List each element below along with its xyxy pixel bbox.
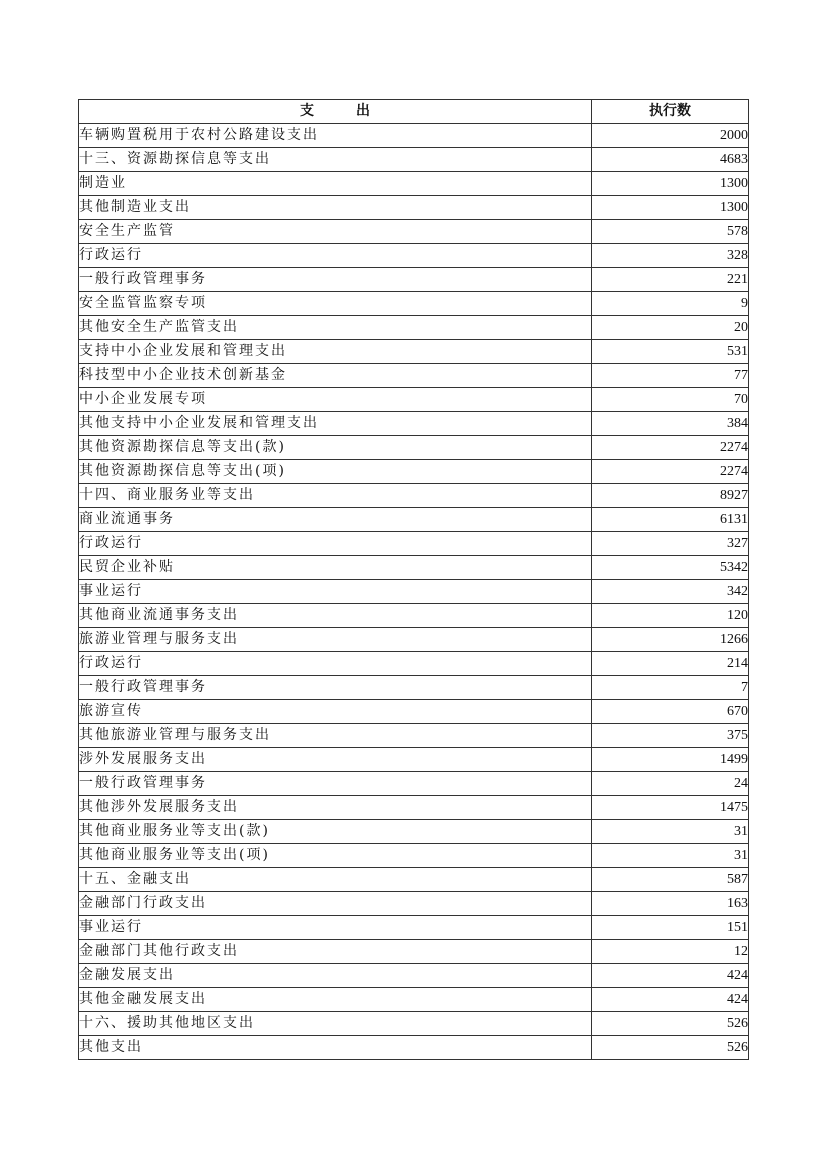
row-value: 4683 xyxy=(592,148,749,172)
table-row xyxy=(79,484,749,508)
row-value: 2000 xyxy=(592,124,749,148)
row-value: 221 xyxy=(592,268,749,292)
row-label: 十六、援助其他地区支出 xyxy=(79,1012,592,1036)
row-label: 中小企业发展专项 xyxy=(79,388,592,412)
row-value: 670 xyxy=(592,700,749,724)
table-row xyxy=(79,556,749,580)
row-value: 6131 xyxy=(592,508,749,532)
row-label: 金融部门其他行政支出 xyxy=(79,940,592,964)
row-label: 十五、金融支出 xyxy=(79,868,592,892)
row-label: 一般行政管理事务 xyxy=(79,676,592,700)
row-label: 其他制造业支出 xyxy=(79,196,592,220)
row-label: 其他商业流通事务支出 xyxy=(79,604,592,628)
row-label: 行政运行 xyxy=(79,244,592,268)
row-value: 578 xyxy=(592,220,749,244)
row-label: 一般行政管理事务 xyxy=(79,268,592,292)
row-label: 安全监管监察专项 xyxy=(79,292,592,316)
row-value: 342 xyxy=(592,580,749,604)
row-label: 商业流通事务 xyxy=(79,508,592,532)
table-row xyxy=(79,412,749,436)
table-row xyxy=(79,940,749,964)
row-value: 9 xyxy=(592,292,749,316)
table-row xyxy=(79,316,749,340)
row-label: 其他安全生产监管支出 xyxy=(79,316,592,340)
row-label: 其他资源勘探信息等支出(项) xyxy=(79,460,592,484)
row-value: 1475 xyxy=(592,796,749,820)
row-label: 科技型中小企业技术创新基金 xyxy=(79,364,592,388)
row-label: 其他金融发展支出 xyxy=(79,988,592,1012)
table-row xyxy=(79,700,749,724)
row-label: 金融发展支出 xyxy=(79,964,592,988)
row-value: 77 xyxy=(592,364,749,388)
row-label: 其他商业服务业等支出(项) xyxy=(79,844,592,868)
table-row xyxy=(79,580,749,604)
row-value: 424 xyxy=(592,964,749,988)
table-row xyxy=(79,676,749,700)
row-value: 2274 xyxy=(592,460,749,484)
row-label: 事业运行 xyxy=(79,580,592,604)
table-row xyxy=(79,748,749,772)
table-row xyxy=(79,1036,749,1060)
table-row xyxy=(79,388,749,412)
row-value: 70 xyxy=(592,388,749,412)
row-value: 151 xyxy=(592,916,749,940)
table-body xyxy=(79,124,749,1060)
table-row xyxy=(79,892,749,916)
row-value: 1300 xyxy=(592,196,749,220)
row-label: 其他资源勘探信息等支出(款) xyxy=(79,436,592,460)
header-expenditure: 支 出 xyxy=(79,100,592,124)
row-label: 其他支持中小企业发展和管理支出 xyxy=(79,412,592,436)
table-row xyxy=(79,844,749,868)
row-value: 7 xyxy=(592,676,749,700)
table-row xyxy=(79,292,749,316)
row-value: 163 xyxy=(592,892,749,916)
table-row xyxy=(79,868,749,892)
row-label: 其他支出 xyxy=(79,1036,592,1060)
table-row xyxy=(79,820,749,844)
expenditure-table xyxy=(78,99,749,1060)
row-value: 2274 xyxy=(592,436,749,460)
row-label: 旅游宣传 xyxy=(79,700,592,724)
row-label: 安全生产监管 xyxy=(79,220,592,244)
table-row xyxy=(79,508,749,532)
row-value: 587 xyxy=(592,868,749,892)
table-row xyxy=(79,532,749,556)
table-row xyxy=(79,340,749,364)
table-row xyxy=(79,172,749,196)
row-label: 行政运行 xyxy=(79,532,592,556)
table-row xyxy=(79,604,749,628)
row-label: 制造业 xyxy=(79,172,592,196)
table-row xyxy=(79,772,749,796)
row-value: 31 xyxy=(592,820,749,844)
table-row xyxy=(79,364,749,388)
table-row xyxy=(79,148,749,172)
row-label: 其他商业服务业等支出(款) xyxy=(79,820,592,844)
row-value: 327 xyxy=(592,532,749,556)
row-value: 526 xyxy=(592,1036,749,1060)
row-value: 375 xyxy=(592,724,749,748)
row-label: 金融部门行政支出 xyxy=(79,892,592,916)
row-value: 20 xyxy=(592,316,749,340)
table-row xyxy=(79,796,749,820)
row-value: 1266 xyxy=(592,628,749,652)
table-row xyxy=(79,916,749,940)
row-label: 旅游业管理与服务支出 xyxy=(79,628,592,652)
table-row xyxy=(79,724,749,748)
row-label: 一般行政管理事务 xyxy=(79,772,592,796)
row-value: 328 xyxy=(592,244,749,268)
table-header-row xyxy=(79,100,749,124)
table-row xyxy=(79,628,749,652)
table-row xyxy=(79,964,749,988)
row-value: 8927 xyxy=(592,484,749,508)
row-label: 车辆购置税用于农村公路建设支出 xyxy=(79,124,592,148)
table-row xyxy=(79,244,749,268)
row-label: 支持中小企业发展和管理支出 xyxy=(79,340,592,364)
table-row xyxy=(79,988,749,1012)
row-label: 行政运行 xyxy=(79,652,592,676)
table-row xyxy=(79,124,749,148)
row-value: 1300 xyxy=(592,172,749,196)
row-value: 31 xyxy=(592,844,749,868)
row-label: 其他涉外发展服务支出 xyxy=(79,796,592,820)
row-value: 531 xyxy=(592,340,749,364)
table-row xyxy=(79,220,749,244)
row-label: 事业运行 xyxy=(79,916,592,940)
row-label: 其他旅游业管理与服务支出 xyxy=(79,724,592,748)
row-value: 214 xyxy=(592,652,749,676)
table-row xyxy=(79,1012,749,1036)
row-label: 涉外发展服务支出 xyxy=(79,748,592,772)
table-row xyxy=(79,268,749,292)
header-executed-amount: 执行数 xyxy=(592,100,749,124)
row-value: 526 xyxy=(592,1012,749,1036)
row-label: 十三、资源勘探信息等支出 xyxy=(79,148,592,172)
table-row xyxy=(79,196,749,220)
table-row xyxy=(79,652,749,676)
row-value: 1499 xyxy=(592,748,749,772)
table-row xyxy=(79,460,749,484)
row-value: 424 xyxy=(592,988,749,1012)
row-value: 120 xyxy=(592,604,749,628)
row-value: 5342 xyxy=(592,556,749,580)
row-label: 十四、商业服务业等支出 xyxy=(79,484,592,508)
row-label: 民贸企业补贴 xyxy=(79,556,592,580)
row-value: 12 xyxy=(592,940,749,964)
row-value: 24 xyxy=(592,772,749,796)
row-value: 384 xyxy=(592,412,749,436)
table-row xyxy=(79,436,749,460)
